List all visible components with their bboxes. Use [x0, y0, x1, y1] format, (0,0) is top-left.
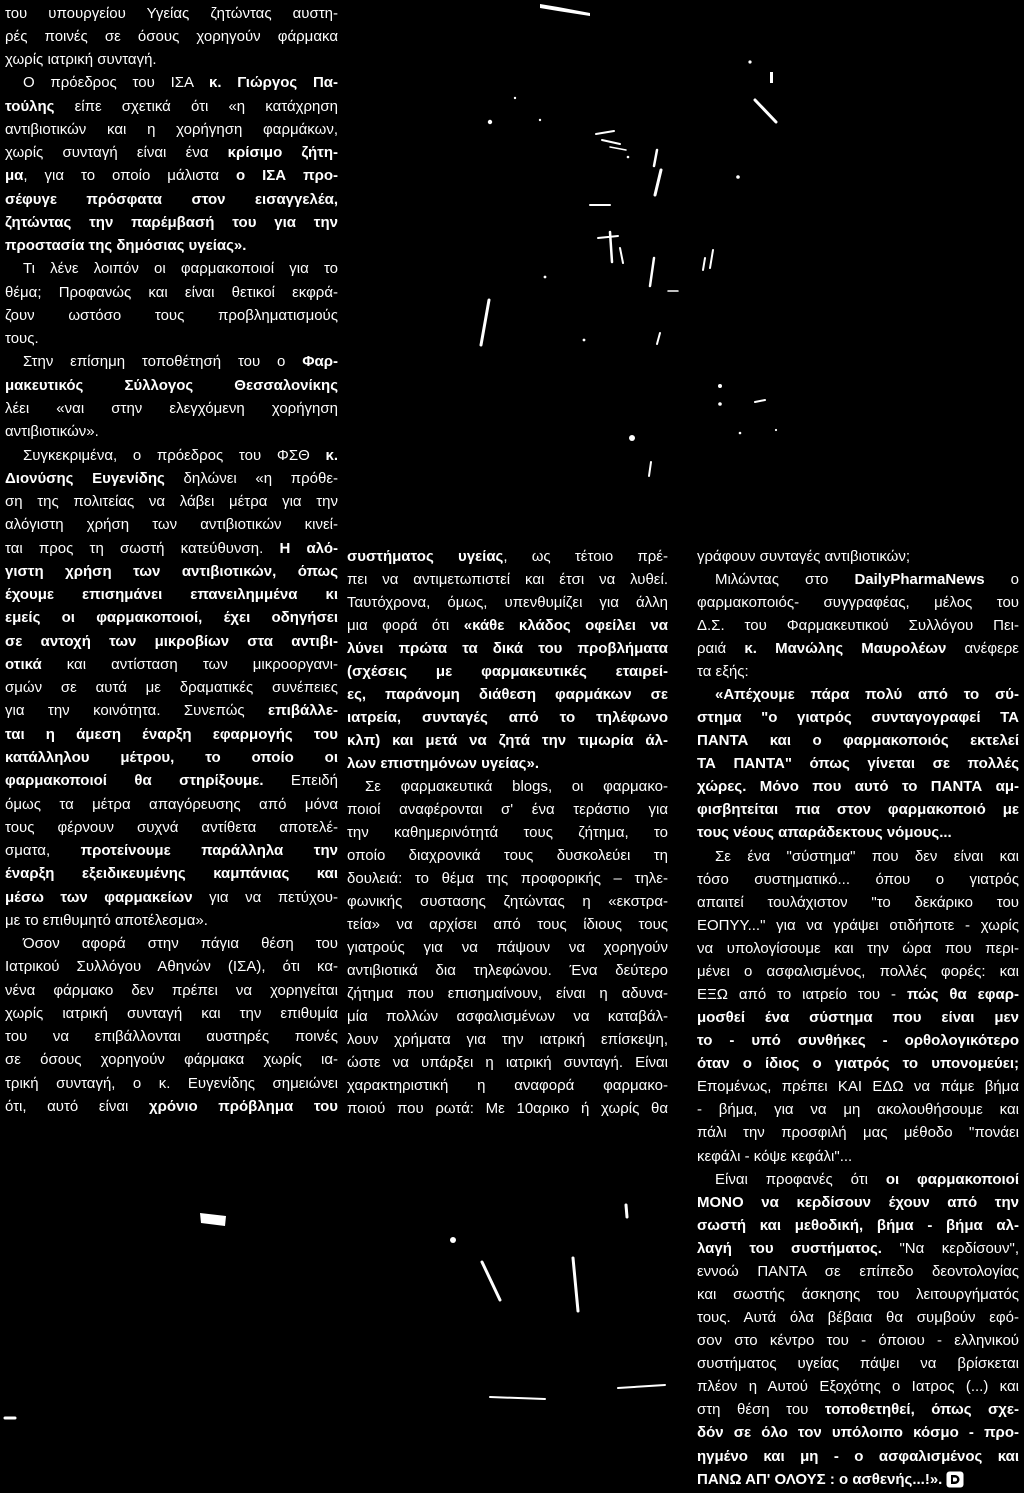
- body-text: Ταυτόχρονα, όμως, υπενθυμίζει για άλλη: [347, 593, 668, 611]
- text-line: [5, 350, 338, 373]
- bold-text: (σχέσεις με φαρμακευτικές εταιρεί-: [347, 662, 668, 680]
- text-line: [5, 862, 338, 885]
- body-text: ότι, αυτό είναι: [5, 1097, 149, 1115]
- text-line: [5, 1025, 338, 1048]
- text-line: [5, 1072, 338, 1095]
- text-line: [697, 614, 1019, 637]
- text-line: [697, 545, 1019, 568]
- text-line: [697, 1145, 1019, 1168]
- paragraph: [697, 545, 1019, 568]
- body-text: ώστε να υπάρξει η ιατρική συνταγή. Είναι: [347, 1053, 668, 1071]
- body-text: την καθημερινότητά τους ζήτημα, το: [347, 823, 668, 841]
- body-text: αλόγιστη χρήση των αντιβιοτικών κινεί-: [5, 516, 338, 534]
- body-text: γράφουν συνταγές αντιβιοτικών;: [697, 547, 911, 565]
- bold-text: DailyPharmaNews: [854, 570, 985, 588]
- body-text: όμως τα μέτρα απαγόρευσης από μόνα: [5, 795, 338, 813]
- paragraph: [697, 845, 1019, 1168]
- body-text: σον στο κέντρο του - όποιου - ελληνικού: [697, 1332, 1019, 1350]
- body-text: Μιλώντας στο: [715, 570, 855, 588]
- text-line: [5, 723, 338, 746]
- text-line: [697, 1398, 1019, 1421]
- body-text: για την κοινότητα. Συνεπώς: [5, 702, 269, 720]
- text-line: [5, 746, 338, 769]
- body-text: πάλι την προσφιλή μας μέθοδο "πονάει: [697, 1124, 1019, 1142]
- body-text: τα εξής:: [697, 662, 749, 680]
- bold-text: τους νέους απαράδεκτους νόμους...: [697, 824, 952, 842]
- text-line: [5, 327, 338, 350]
- bold-text: τοποθετηθεί, όπως σχε-: [824, 1401, 1019, 1419]
- text-line: [697, 1121, 1019, 1144]
- text-line: [697, 1006, 1019, 1029]
- bold-text: ΜΟΝΟ να κερδίσουν έχουν από την: [697, 1193, 1019, 1211]
- bold-text: έναρξη εξειδικευμένης καμπάνιας και: [5, 865, 338, 883]
- text-line: [5, 48, 338, 71]
- text-line: [697, 729, 1019, 752]
- bold-text: επιβάλλε-: [268, 702, 338, 720]
- text-line: [347, 913, 668, 936]
- text-line: [5, 839, 338, 862]
- body-text: τους. Αυτά όλα βέβαια θα συμβούν εφό-: [697, 1309, 1019, 1327]
- text-line: [697, 821, 1019, 844]
- body-text: με το επιθυμητό αποτέλεσμα».: [5, 911, 208, 929]
- text-line: [5, 25, 338, 48]
- bold-text: φαρμακοποιοί θα στηρίξουμε.: [5, 772, 264, 790]
- text-line: [347, 1005, 668, 1028]
- text-line: [347, 614, 668, 637]
- text-line: [697, 568, 1019, 591]
- text-line: [347, 729, 668, 752]
- text-line: [347, 683, 668, 706]
- text-line: [697, 1168, 1019, 1191]
- text-line: [5, 1048, 338, 1071]
- body-text: τους φέρνουν συχνά αντίθετα αποτελέ-: [5, 818, 338, 836]
- text-line: [5, 141, 338, 164]
- body-text: ζουν ωστόσο τους προβληματισμούς: [5, 306, 338, 324]
- body-text: και αντίσταση των μικροοργανι-: [41, 655, 338, 673]
- bold-text: κ. Γιώργος Πα-: [208, 74, 338, 92]
- body-text: ανέφερε: [946, 639, 1019, 657]
- text-line: [697, 1329, 1019, 1352]
- bold-text: ται η άμεση έναρξη εφαρμογής του: [5, 725, 338, 743]
- text-line: [5, 816, 338, 839]
- body-text: αντιβιοτικών».: [5, 423, 99, 441]
- text-line: [347, 545, 668, 568]
- body-text: πλέον η Αυτού Εξοχότης ο Ιατρος (...) και: [697, 1378, 1019, 1396]
- text-line: [5, 118, 338, 141]
- text-line: [697, 752, 1019, 775]
- bold-text: ΠΑΝΤΑ και ο φαρμακοποιός εκτελεί: [697, 732, 1019, 750]
- text-line: [5, 979, 338, 1002]
- bold-text: μα: [5, 167, 24, 185]
- body-text: ο: [984, 570, 1019, 588]
- body-text: ΕΞΩ από το ιατρείο του -: [697, 985, 907, 1003]
- text-line: [5, 1095, 338, 1118]
- text-line: [347, 775, 668, 798]
- bold-text: το - υπό συνθήκες - ορθολογικότερο: [697, 1032, 1019, 1050]
- body-text: , ως τέτοιο πρέ-: [503, 547, 668, 565]
- text-line: [347, 568, 668, 591]
- bold-text: μακευτικός Σύλλογος Θεσσαλονίκης: [5, 376, 338, 394]
- text-line: [697, 1098, 1019, 1121]
- text-line: [5, 699, 338, 722]
- text-line: [347, 798, 668, 821]
- text-line: [697, 1283, 1019, 1306]
- text-line: [697, 891, 1019, 914]
- text-line: [5, 164, 338, 187]
- text-line: [697, 1260, 1019, 1283]
- paragraph: [5, 257, 338, 350]
- text-line: [347, 1074, 668, 1097]
- body-text: τους.: [5, 330, 39, 348]
- body-text: μια φορά ότι: [347, 616, 464, 634]
- text-line: [697, 637, 1019, 660]
- body-text: να υπολογίσουμε και την ώρα που περι-: [697, 939, 1019, 957]
- bold-text: κρίσιμο ζήτη-: [227, 144, 338, 162]
- text-line: [697, 845, 1019, 868]
- text-line: [697, 775, 1019, 798]
- body-text: κεφάλι - κόψε κεφάλι"...: [697, 1147, 853, 1165]
- body-text: Επειδή: [263, 772, 338, 790]
- text-line: [697, 1191, 1019, 1214]
- bold-text: οτικά: [5, 655, 42, 673]
- bold-text: λαγή του συστήματος.: [697, 1239, 882, 1257]
- body-text: του υπουργείου Υγείας ζητώντας αυστη-: [5, 4, 338, 22]
- text-line: [697, 798, 1019, 821]
- text-line: [697, 706, 1019, 729]
- text-line: [347, 637, 668, 660]
- body-text: είπε σχετικά ότι «η κατάχρηση: [54, 97, 338, 115]
- text-line: [5, 490, 338, 513]
- body-text: Σε φαρμακευτικά blogs, οι φαρμακο-: [365, 777, 668, 795]
- bold-text: χρόνιο πρόβλημα του: [148, 1097, 338, 1115]
- bold-text: ες, παράνομη διάθεση φαρμάκων σε: [347, 685, 668, 703]
- body-text: αντιβιοτικά δια τηλεφώνου. Ένα δεύτερο: [347, 961, 668, 979]
- body-text: δηλώνει «η πρόθε-: [164, 469, 338, 487]
- bold-text: φισβητείται πια στον φαρμακοποιό με: [697, 801, 1019, 819]
- article-photo-bottom: [0, 1125, 680, 1493]
- bold-text: ο ΙΣΑ προ-: [236, 167, 338, 185]
- text-line: [5, 886, 338, 909]
- body-text: μία πολλών ασφαλισμένων να καταβάλ-: [347, 1007, 668, 1025]
- paragraph: [697, 1168, 1019, 1491]
- body-text: Επομένως, πρέπει ΚΑΙ ΕΔΩ να πάμε βήμα: [697, 1078, 1019, 1096]
- bold-text: κ. Μανώλης Μαυρολέων: [744, 639, 947, 657]
- body-text: Συγκεκριμένα, ο πρόεδρος του ΦΣΘ: [23, 446, 326, 464]
- body-text: μένει ο ασφαλισμένος, πολλές φορές: και: [697, 962, 1019, 980]
- paragraph: [5, 71, 338, 257]
- article-column-right: [697, 545, 1019, 1491]
- bold-text: ΤΑ ΠΑΝΤΑ" όπως γίνεται σε πολλές: [697, 755, 1019, 773]
- bold-text: ιατρεία, συνταγές από το τηλέφωνο: [347, 708, 668, 726]
- body-text: φωνικής συστασης ζητώντας η «εκστρα-: [347, 892, 668, 910]
- body-text: τρική συνταγή, ο κ. Ευγενίδης σημειώνει: [5, 1074, 338, 1092]
- body-text: χαρακτηριστική η αναφορά φαρμακο-: [347, 1076, 668, 1094]
- text-line: [5, 211, 338, 234]
- body-text: ση της πολιτείας να λάβει μέτρα για την: [5, 493, 338, 511]
- body-text: Ιατρικού Συλλόγου Αθηνών (ΙΣΑ), ότι κα-: [5, 958, 338, 976]
- text-line: [5, 676, 338, 699]
- text-line: [697, 1421, 1019, 1444]
- text-line: [697, 660, 1019, 683]
- body-text: αντιβιοτικών και η χορήγηση φαρμάκων,: [5, 120, 338, 138]
- bold-text: ηγμένο και μη - ο ασφαλισμένος και: [697, 1447, 1019, 1465]
- text-line: [697, 1237, 1019, 1260]
- body-text: τεία» να αρχίσει από τους ίδιους τους: [347, 915, 668, 933]
- text-line: [697, 591, 1019, 614]
- text-line: [5, 188, 338, 211]
- photo-noise: [344, 0, 1024, 532]
- body-text: Τι λένε λοιπόν οι φαρμακοποιοί για το: [23, 260, 338, 278]
- photo-noise: [0, 1125, 680, 1493]
- text-line: [697, 1375, 1019, 1398]
- text-line: [347, 821, 668, 844]
- body-text: Ο πρόεδρος του ΙΣΑ: [23, 74, 209, 92]
- body-text: λέει «ναι στην ελεγχόμενη χορήγηση: [5, 400, 338, 418]
- text-line: [347, 752, 668, 775]
- bold-text: τούλης: [5, 97, 55, 115]
- body-text: ΕΟΠΥΥ..." για να γράψει οτιδήποτε - χωρίς: [697, 916, 1019, 934]
- body-text: σματα,: [5, 842, 81, 860]
- text-line: [697, 1052, 1019, 1075]
- text-line: [347, 706, 668, 729]
- text-line: [5, 932, 338, 955]
- body-text: για να πετύχου-: [192, 888, 338, 906]
- article-column-left: [5, 2, 338, 1119]
- paragraph: [5, 2, 338, 72]
- body-text: χωρίς συνταγή είναι ένα: [5, 144, 228, 162]
- text-line: [5, 444, 338, 467]
- body-text: και σωστής άσκησης του λειτουργήματός: [697, 1286, 1019, 1303]
- bold-text: ζητώντας την παρέμβασή του για την: [5, 213, 338, 231]
- body-text: Είναι προφανές ότι: [715, 1170, 886, 1188]
- text-line: [5, 397, 338, 420]
- text-line: [697, 683, 1019, 706]
- body-text: ται προς τη σωστή κατεύθυνση.: [5, 539, 280, 557]
- bold-text: συστήματος υγείας: [347, 547, 504, 565]
- body-text: τόσο συστηματικό... όπου ο γιατρός: [697, 870, 1019, 888]
- text-line: [697, 960, 1019, 983]
- text-line: [697, 937, 1019, 960]
- body-text: σε όσους χορηγούν φάρμακα χωρίς ια-: [5, 1051, 338, 1069]
- bold-text: κλπ) και μετά να ζητά την τιμωρία άλ-: [347, 731, 668, 749]
- body-text: λουν χρήματα για την ιατρική επίσκεψη,: [347, 1030, 668, 1048]
- bold-text: σέφυγε πρόσφατα στον εισαγγελέα,: [5, 190, 338, 208]
- magazine-logo-icon: [946, 1471, 964, 1488]
- bold-text: στημα "ο γιατρός συνταγογραφεί ΤΑ: [697, 709, 1019, 727]
- text-line: [697, 1075, 1019, 1098]
- text-line: [5, 793, 338, 816]
- text-line: [347, 660, 668, 683]
- text-line: [5, 513, 338, 536]
- body-text: απαιτεί τουλάχιστον "το δεκάρικο του: [697, 893, 1019, 911]
- bold-text: «Απέχουμε πάρα πολύ από το σύ-: [715, 685, 1019, 703]
- bold-text: μέσω των φαρμακείων: [5, 888, 193, 906]
- bold-text: Διονύσης Ευγενίδης: [5, 469, 165, 487]
- text-line: [347, 959, 668, 982]
- text-line: [5, 769, 338, 792]
- text-line: [697, 1306, 1019, 1329]
- text-line: [5, 374, 338, 397]
- paragraph: [5, 444, 338, 933]
- bold-text: Φαρ-: [302, 353, 338, 371]
- body-text: χωρίς ιατρική συνταγή και την επιθυμία: [5, 1004, 338, 1022]
- bold-text: «κάθε κλάδος οφείλει να: [463, 616, 668, 634]
- bold-text: σωστή και μεθοδική, βήμα - βήμα αλ-: [697, 1216, 1019, 1234]
- body-text: του να επιβάλλονται αυστηρές ποινές: [5, 1028, 338, 1046]
- paragraph: [347, 775, 668, 1120]
- body-text: συστήματος υγείας πάψει να βρίσκεται: [697, 1355, 1019, 1373]
- bold-text: λύνει πρώτα τα δικά του προβλήματα: [347, 639, 668, 657]
- body-text: θέμα; Προφανώς και είναι θετικοί εκφρά-: [5, 283, 338, 301]
- paragraph: [697, 568, 1019, 683]
- text-line: [5, 234, 338, 257]
- text-line: [5, 420, 338, 443]
- bold-text: χώρες. Μόνο που αυτό το ΠΑΝΤΑ αμ-: [697, 778, 1019, 796]
- bold-text: δόν σε όλο τον υπόλοιπο κόσμο - προ-: [697, 1424, 1019, 1442]
- text-line: [5, 71, 338, 94]
- bold-text: έχουμε επισημάνει επανειλημμένα κι: [5, 586, 338, 604]
- text-line: [5, 537, 338, 560]
- bold-text: πώς θα εφαρ-: [906, 985, 1019, 1003]
- paragraph: [347, 545, 668, 775]
- text-line: [697, 868, 1019, 891]
- bold-text: μοσθεί ένα σύστημα που είναι μεν: [697, 1009, 1019, 1027]
- text-line: [697, 1445, 1019, 1468]
- body-text: ποιού που ρωτά: Με 10αρικο ή χωρίς θα: [347, 1099, 668, 1117]
- body-text: ποιοί αναφέρονται σ' ένα τεράστιο για: [347, 800, 668, 818]
- bold-text: οι φαρμακοποιοί: [885, 1170, 1019, 1188]
- text-line: [697, 1468, 1019, 1491]
- body-text: ρές ποινές σε όσους χορηγούν φάρμακα: [5, 27, 338, 45]
- text-line: [347, 936, 668, 959]
- body-text: στη θέση του: [697, 1401, 825, 1419]
- text-line: [347, 867, 668, 890]
- body-text: "Να κερδίσουν",: [881, 1239, 1019, 1257]
- text-line: [697, 914, 1019, 937]
- body-text: Σε ένα "σύστημα" που δεν είναι και: [715, 847, 1019, 865]
- text-line: [697, 1352, 1019, 1375]
- body-text: φαρμακοποιός- συγγραφέας, μέλος του: [697, 593, 1019, 611]
- text-line: [5, 467, 338, 490]
- body-text: γιατρούς για να πάψουν να χορηγούν: [347, 938, 668, 956]
- bold-text: ΠΑΝΩ ΑΠ' ΟΛΟΥΣ : ο ασθενής...!».: [697, 1470, 943, 1488]
- text-line: [5, 2, 338, 25]
- body-text: ζήτημα που επισημαίνουν, είναι η αδυνα-: [347, 984, 668, 1002]
- text-line: [697, 983, 1019, 1006]
- body-text: , για το οποίο μάλιστα: [23, 167, 236, 185]
- article-column-middle: [347, 545, 668, 1120]
- text-line: [5, 583, 338, 606]
- bold-text: κ.: [325, 446, 338, 464]
- text-line: [5, 1002, 338, 1025]
- text-line: [347, 982, 668, 1005]
- text-line: [347, 1051, 668, 1074]
- bold-text: γιστη χρήση των αντιβιοτικών, όπως: [5, 562, 338, 580]
- bold-text: εμείς οι φαρμακοποιοί, έχει οδηγήσει: [5, 609, 338, 627]
- text-line: [5, 909, 338, 932]
- text-line: [5, 955, 338, 978]
- body-text: πει να αντιμετωπιστεί και έτσι να λυθεί.: [347, 570, 668, 588]
- text-line: [5, 560, 338, 583]
- body-text: εννοώ ΠΑΝΤΑ σε επίπεδο δεοντολογίας: [697, 1262, 1019, 1280]
- body-text: Όσον αφορά στην πάγια θέση του: [23, 935, 338, 953]
- body-text: χωρίς ιατρική συνταγή.: [5, 51, 157, 69]
- text-line: [5, 653, 338, 676]
- text-line: [347, 1028, 668, 1051]
- text-line: [347, 890, 668, 913]
- text-line: [347, 844, 668, 867]
- paragraph: [5, 932, 338, 1118]
- text-line: [347, 1097, 668, 1120]
- text-line: [347, 591, 668, 614]
- text-line: [5, 630, 338, 653]
- bold-text: λων επιστημόνων υγείας».: [347, 754, 539, 772]
- body-text: οποίο διαχρονικά τους δυσκολεύει τη: [347, 846, 668, 864]
- text-line: [5, 304, 338, 327]
- text-line: [697, 1214, 1019, 1237]
- body-text: Δ.Σ. του Φαρμακευτικού Συλλόγου Πει-: [697, 616, 1019, 634]
- bold-text: σε αντοχή των μικροβίων στα αντιβι-: [5, 632, 338, 650]
- text-line: [5, 606, 338, 629]
- text-line: [5, 257, 338, 280]
- body-text: νένα φάρμακο δεν πρέπει να χορηγείται: [5, 981, 338, 999]
- text-line: [697, 1029, 1019, 1052]
- bold-text: όταν ο ίδιος ο γιατρός το υπονομεύει;: [697, 1055, 1019, 1073]
- body-text: - βήμα, για να μη ακολουθήσουμε και: [697, 1101, 1019, 1119]
- text-line: [5, 95, 338, 118]
- bold-text: προστασία της δημόσιας υγείας».: [5, 237, 247, 255]
- paragraph: [697, 683, 1019, 845]
- body-text: Στην επίσημη τοποθέτησή του ο: [23, 353, 303, 371]
- bold-text: προτείνουμε παράλληλα την: [80, 842, 338, 860]
- body-text: ραιά: [697, 639, 745, 657]
- bold-text: Η αλό-: [279, 539, 338, 557]
- text-line: [5, 281, 338, 304]
- paragraph: [5, 350, 338, 443]
- body-text: σμών σε αυτά με δραματικές συνέπειες: [5, 679, 338, 697]
- bold-text: κατάλληλου μέτρου, το οποίο οι: [5, 749, 338, 766]
- article-photo-top: [344, 0, 1024, 532]
- body-text: δουλειά: το θέμα της προφορικής – τηλε-: [347, 869, 668, 887]
